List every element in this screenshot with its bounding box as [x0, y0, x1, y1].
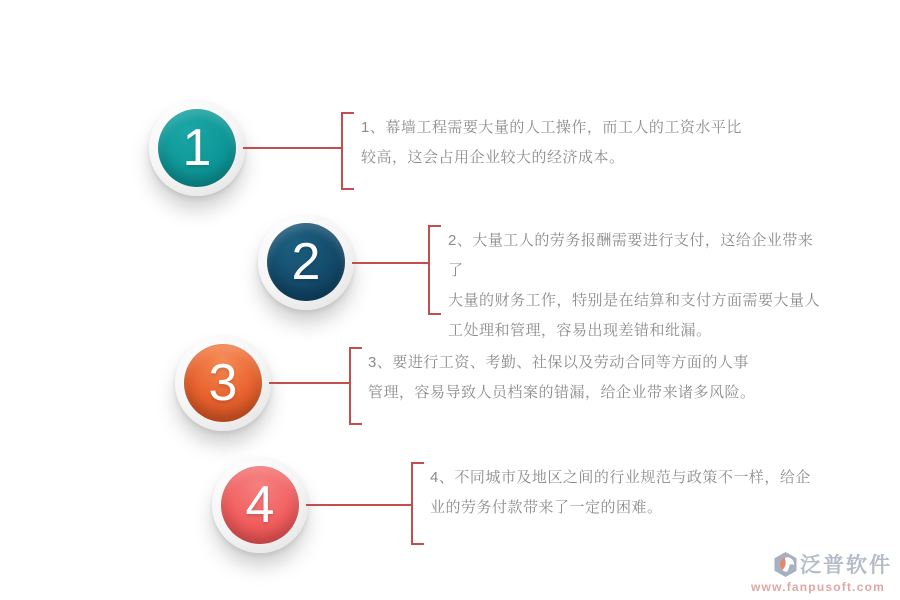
step-2-circle-fill: [267, 223, 345, 301]
watermark-brand-text: 泛普软件: [800, 554, 892, 577]
step-3-text: [368, 348, 760, 408]
step-4-text-line: 业的劳务付款带来了一定的困难。: [430, 499, 663, 516]
step-3-number: 3: [208, 354, 238, 412]
step-3-circle: [175, 335, 271, 431]
step-3-connector-line: [269, 382, 350, 384]
step-4-circle-fill: [221, 466, 299, 544]
step-1-circle: [149, 100, 245, 196]
step-3-text-line: 管理，容易导致人员档案的错漏，给企业带来诸多风险。: [368, 384, 756, 401]
step-2-text-bracket: [428, 225, 441, 315]
step-4-connector-line: [306, 504, 412, 506]
step-4-text: [430, 463, 815, 523]
watermark-url-text: www.fanpusoft.com: [751, 580, 885, 594]
step-2-number: 2: [291, 233, 321, 291]
step-2-connector-line: [352, 262, 429, 264]
watermark: [744, 549, 892, 594]
step-1-text-bracket: [341, 112, 354, 190]
step-4-number: 4: [245, 476, 275, 534]
step-1-circle-fill: [158, 109, 236, 187]
step-1-text: [361, 113, 746, 173]
step-3-text-line: 3、要进行工资、考勤、社保以及劳动合同等方面的人事: [368, 354, 749, 371]
step-4-circle: [212, 457, 308, 553]
step-3-text-bracket: [349, 347, 362, 425]
fanpu-logo-icon: [774, 552, 797, 577]
step-4-text-bracket: [411, 462, 424, 545]
step-1-number: 1: [182, 119, 212, 177]
step-1-text-line: 较高，这会占用企业较大的经济成本。: [361, 149, 625, 166]
step-2-text-line: 大量的财务工作，特别是在结算和支付方面需要大量人: [448, 292, 821, 309]
step-2-text-line: 2、大量工人的劳务报酬需要进行支付，这给企业带来了: [448, 232, 814, 279]
step-3-circle-fill: [184, 344, 262, 422]
step-2-circle: [258, 214, 354, 310]
step-2-text: [448, 226, 826, 346]
step-1-text-line: 1、幕墙工程需要大量的人工操作，而工人的工资水平比: [361, 119, 742, 136]
step-2-text-line: 工处理和管理，容易出现差错和纰漏。: [448, 322, 712, 339]
step-1-connector-line: [243, 147, 342, 149]
step-4-text-line: 4、不同城市及地区之间的行业规范与政策不一样，给企: [430, 469, 811, 486]
